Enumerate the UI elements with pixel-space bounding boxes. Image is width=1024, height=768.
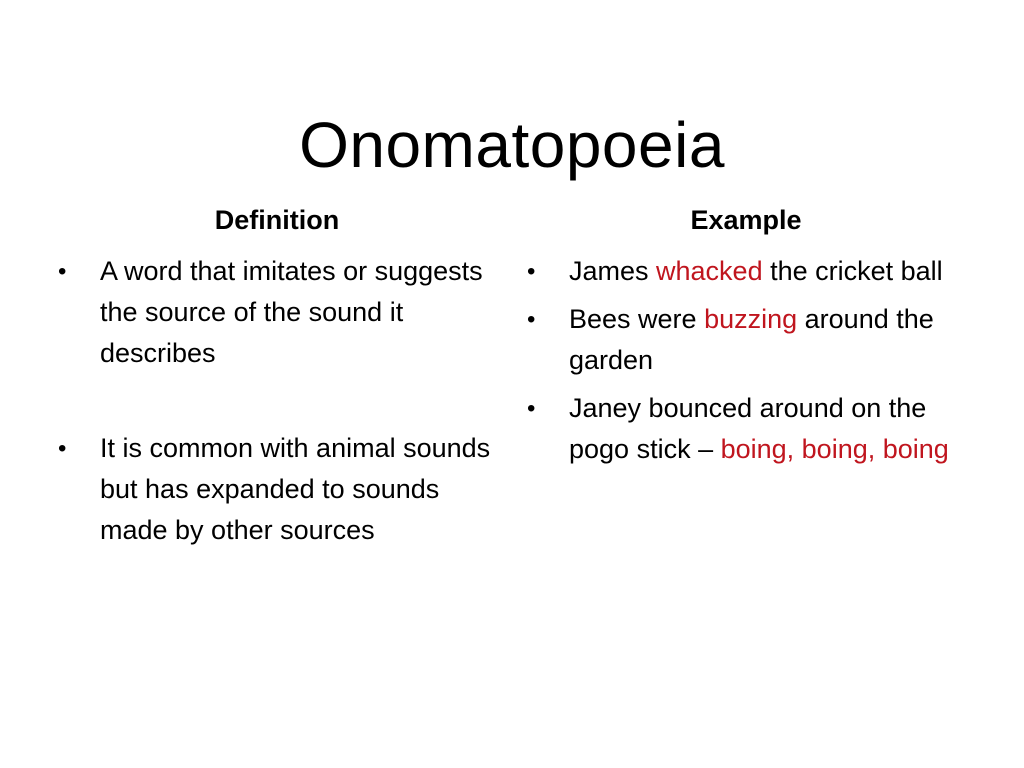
example-text-before: Bees were	[569, 304, 705, 334]
definition-item	[58, 428, 508, 551]
bullet-icon: •	[527, 395, 536, 422]
bullet-icon: •	[527, 306, 536, 333]
definition-list	[58, 251, 508, 551]
definition-item-text: A word that imitates or suggests the source of the sound it describes	[100, 256, 483, 368]
example-text-before: James	[569, 256, 657, 286]
definition-item-text: It is common with animal sounds but has expanded to sounds made by other sources	[100, 433, 491, 545]
example-item	[527, 388, 957, 470]
definition-item	[58, 251, 508, 374]
onomatopoeia-word: whacked	[656, 256, 763, 286]
bullet-icon: •	[527, 258, 536, 285]
definition-heading: Definition	[214, 205, 340, 235]
example-item	[527, 299, 957, 381]
example-list	[527, 251, 957, 470]
slide-title: Onomatopoeia	[299, 108, 725, 181]
bullet-icon: •	[58, 258, 67, 285]
onomatopoeia-word: buzzing	[704, 304, 798, 334]
onomatopoeia-word: boing, boing, boing	[720, 434, 949, 464]
example-heading: Example	[690, 205, 802, 235]
example-text-after: around the garden	[569, 304, 934, 375]
example-text-before: Janey bounced around on the pogo stick –	[569, 393, 927, 464]
example-item	[527, 251, 957, 292]
example-text-after: the cricket ball	[762, 256, 943, 286]
bullet-icon: •	[58, 435, 67, 462]
